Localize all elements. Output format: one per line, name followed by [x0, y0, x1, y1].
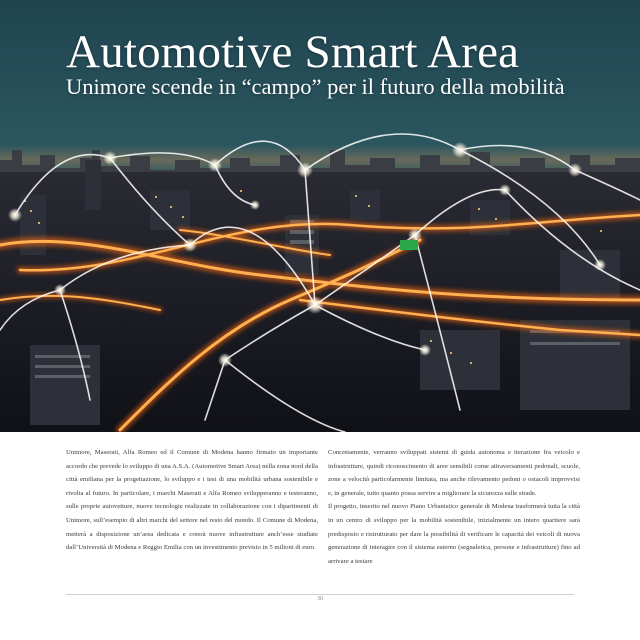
article-title: Automotive Smart Area: [66, 26, 520, 78]
footer-rule: [66, 594, 574, 595]
paragraph-left: Unimore, Maserati, Alfa Romeo ed il Comune di Modena hanno firmato un importante accordo che prevede lo sviluppo di una A.S.A. (Automotive Smart Area) nella zona nord della città emiliana per la progettazione, lo sviluppo e i test di una mobilità urbana sostenibile e rivolta al futuro. In particolare, i marchi Maserati e Alfa Romeo svilupperanno e testeranno, sulle proprie autovetture, nuove tecnologie realizzate in collaborazione con i dipartimenti di Unimore, sull’esempio di altri marchi del settore nel resto del mondo. Il Comune di Modena, metterà a disposizione un’area dedicata e creerà nuove infrastrutture anch’esse studiate dall’Università di Modena e Reggio Emilia con un investimento previsto in 5 milioni di euro.: [66, 449, 319, 552]
page-number: 30: [317, 596, 323, 602]
paragraph-right-2: Il progetto, inserito nel nuovo Piano Urbanistico generale di Modena trasformerà tutta la città in un centro di sviluppo per la mobilità sostenibile, inizialmente un intero quartiere sarà predisposto e ristrutturato per dare la possibilità di verificare le capacità dei veicoli di nuova generazione di interagire con il sistema esterno (segnaletica, persone e infrastrutture) fino ad arrivare a testare: [328, 503, 580, 565]
paragraph-right-1: Concretamente, verranno sviluppati sistemi di guida autonoma e iterazione fra veicolo e infrastrutture, quindi riconoscimento di aree sensibili come attraversamenti pedonali, scuole, zone a velocità particolarmente limitata, ma anche rilevamento pedoni o ostacoli improvvisi e, in generale, tutto quanto possa servire a migliorare la sicurezza sulle strade.: [328, 449, 580, 497]
body-column-left: [66, 446, 318, 555]
body-column-right: [328, 446, 580, 568]
article-subtitle: Unimore scende in “campo” per il futuro della mobilità: [66, 74, 565, 99]
